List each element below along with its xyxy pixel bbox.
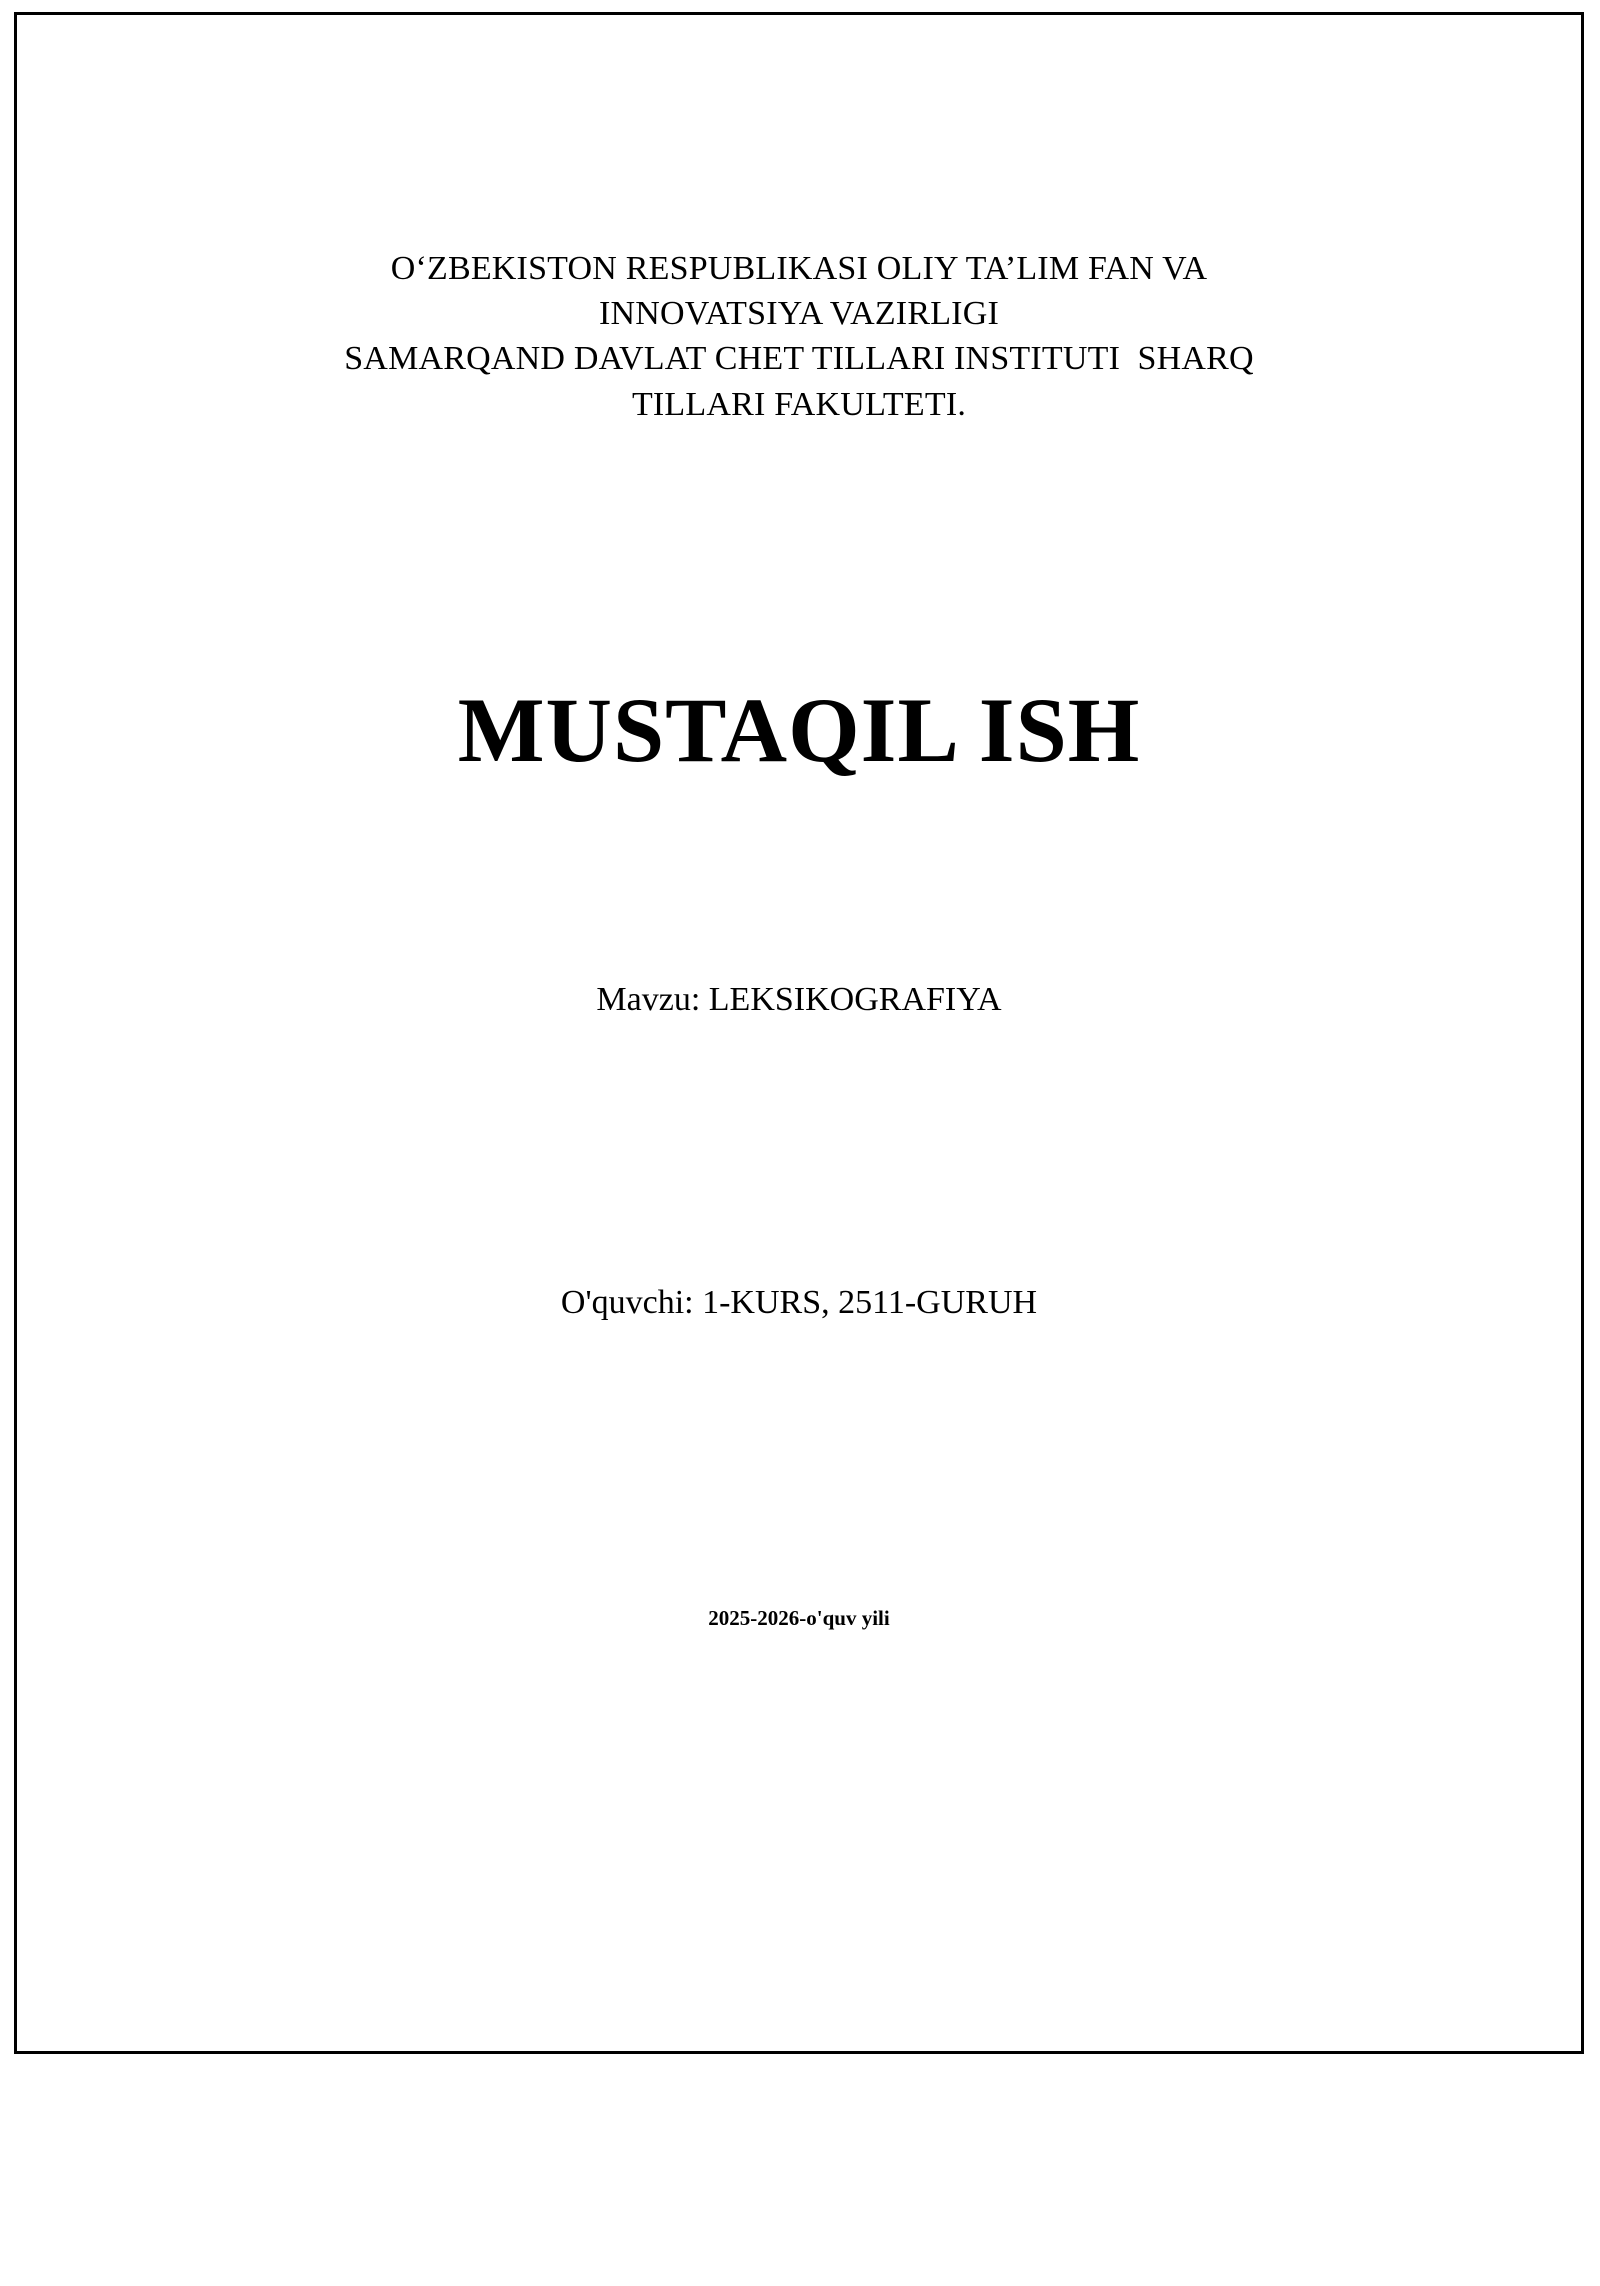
academic-year-label: 2025-2026-o'quv yili xyxy=(708,1605,890,1630)
page-title: MUSTAQIL ISH xyxy=(457,678,1141,781)
organization-line-4: TILLARI FAKULTETI. xyxy=(631,385,967,423)
organization-line-3: SAMARQAND DAVLAT CHET TILLARI INSTITUTI SHARQ xyxy=(344,340,1254,378)
organization-line-2: INNOVATSIYA VAZIRLIGI xyxy=(599,295,999,333)
organization-heading xyxy=(164,246,1434,427)
subject-label: Mavzu: LEKSIKOGRAFIYA xyxy=(596,981,1002,1019)
organization-line-1: O‘ZBEKISTON RESPUBLIKASI OLIY TA’LIM FAN VA xyxy=(390,250,1208,287)
student-label: O'quvchi: 1-KURS, 2511-GURUH xyxy=(560,1283,1038,1321)
page-content xyxy=(14,246,1584,2286)
